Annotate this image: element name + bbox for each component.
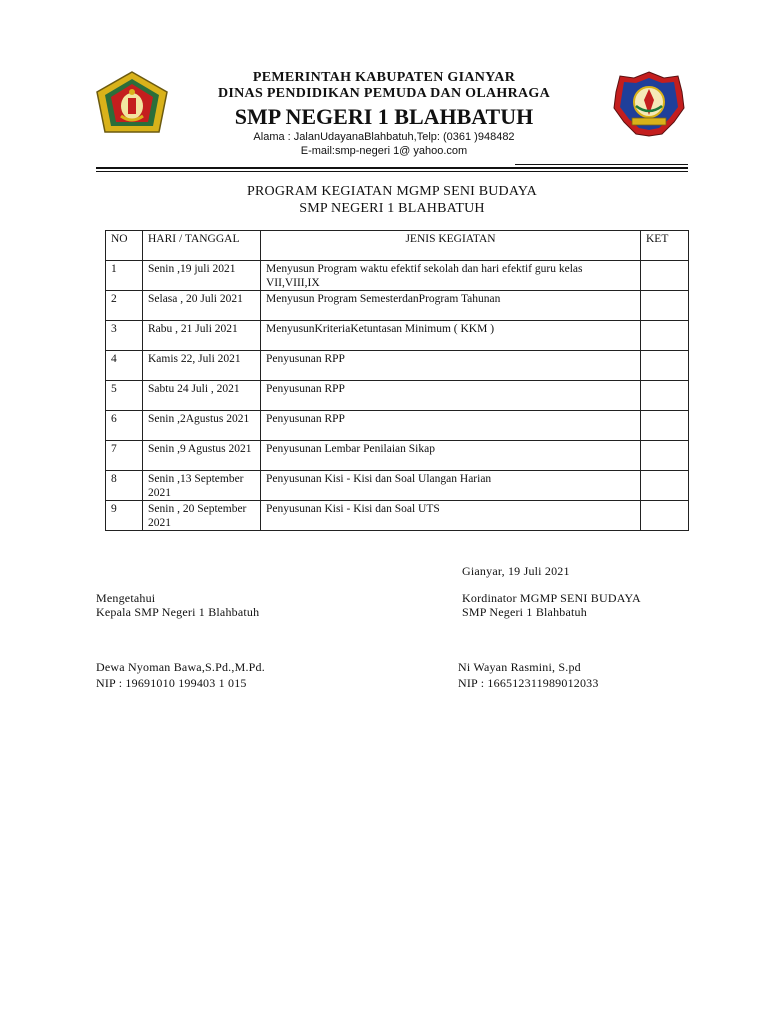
cell-note [641, 381, 689, 411]
cell-date: Senin ,9 Agustus 2021 [143, 441, 261, 471]
table-row [106, 351, 689, 381]
cell-date: Senin ,2Agustus 2021 [143, 411, 261, 441]
cell-note [641, 471, 689, 501]
letterhead-email: E-mail:smp-negeri 1@ yahoo.com [300, 145, 468, 157]
cell-no: 4 [106, 351, 143, 381]
table-row [106, 441, 689, 471]
cell-note [641, 441, 689, 471]
table-row [106, 261, 689, 291]
cell-activity: Penyusunan Kisi - Kisi dan Soal Ulangan Harian [261, 471, 641, 501]
table-header-row [106, 231, 689, 261]
place-date: Gianyar, 19 Juli 2021 [462, 564, 570, 578]
letterhead-school-name: SMP NEGERI 1 BLAHBATUH [234, 104, 534, 129]
document-title [96, 183, 688, 217]
cell-activity: Penyusunan RPP [261, 381, 641, 411]
header-note: KET [641, 231, 689, 261]
cell-no: 2 [106, 291, 143, 321]
document-title-line2: SMP NEGERI 1 BLAHBATUH [299, 201, 485, 216]
activity-table [105, 230, 689, 531]
letterhead-rule-thick [96, 167, 688, 169]
cell-date: Rabu , 21 Juli 2021 [143, 321, 261, 351]
cell-date: Senin , 20 September 2021 [143, 501, 261, 531]
table-row [106, 471, 689, 501]
table-body [106, 261, 689, 531]
header-date: HARI / TANGGAL [143, 231, 261, 261]
left-signer-nip: NIP : 19691010 199403 1 015 [96, 676, 247, 690]
cell-date: Selasa , 20 Juli 2021 [143, 291, 261, 321]
letterhead-address: Alama : JalanUdayanaBlahbatuh,Telp: (0361 )948482 [253, 131, 515, 143]
letterhead-rule-thin [96, 171, 688, 172]
cell-note [641, 351, 689, 381]
cell-note [641, 501, 689, 531]
cell-activity: Menyusun Program SemesterdanProgram Tahunan [261, 291, 641, 321]
header-activity: JENIS KEGIATAN [261, 231, 641, 261]
right-signer-line1: Kordinator MGMP SENI BUDAYA [462, 591, 641, 605]
right-signer-title: SMP Negeri 1 Blahbatuh [462, 605, 587, 619]
gianyar-regency-emblem-icon [95, 70, 169, 138]
cell-date: Senin ,19 juli 2021 [143, 261, 261, 291]
left-signer-title: Kepala SMP Negeri 1 Blahbatuh [96, 605, 260, 619]
cell-note [641, 321, 689, 351]
letterhead [160, 70, 608, 158]
table-row [106, 501, 689, 531]
document-title-line1: PROGRAM KEGIATAN MGMP SENI BUDAYA [247, 184, 537, 199]
cell-no: 1 [106, 261, 143, 291]
cell-date: Sabtu 24 Juli , 2021 [143, 381, 261, 411]
cell-note [641, 261, 689, 291]
cell-no: 3 [106, 321, 143, 351]
cell-note [641, 411, 689, 441]
cell-activity: MenyusunKriteriaKetuntasan Minimum ( KKM ) [261, 321, 641, 351]
cell-no: 5 [106, 381, 143, 411]
cell-date: Kamis 22, Juli 2021 [143, 351, 261, 381]
cell-activity: Menyusun Program waktu efektif sekolah dan hari efektif guru kelas VII,VIII,IX [261, 261, 641, 291]
education-office-emblem-icon [612, 70, 686, 138]
cell-no: 8 [106, 471, 143, 501]
table-row [106, 381, 689, 411]
cell-note [641, 291, 689, 321]
cell-activity: Penyusunan Kisi - Kisi dan Soal UTS [261, 501, 641, 531]
cell-activity: Penyusunan Lembar Penilaian Sikap [261, 441, 641, 471]
cell-activity: Penyusunan RPP [261, 351, 641, 381]
cell-activity: Penyusunan RPP [261, 411, 641, 441]
right-signer-nip: NIP : 166512311989012033 [458, 676, 599, 690]
letterhead-department: DINAS PENDIDIKAN PEMUDA DAN OLAHRAGA [217, 86, 551, 101]
left-signer-name: Dewa Nyoman Bawa,S.Pd.,M.Pd. [96, 660, 265, 674]
cell-no: 6 [106, 411, 143, 441]
cell-no: 9 [106, 501, 143, 531]
table-row [106, 291, 689, 321]
letterhead-government: PEMERINTAH KABUPATEN GIANYAR [252, 70, 516, 85]
cell-no: 7 [106, 441, 143, 471]
left-signer-line1: Mengetahui [96, 591, 156, 605]
cell-date: Senin ,13 September 2021 [143, 471, 261, 501]
table-row [106, 321, 689, 351]
header-no: NO [106, 231, 143, 261]
letterhead-rule-short [515, 164, 688, 165]
right-signer-name: Ni Wayan Rasmini, S.pd [458, 660, 581, 674]
table-row [106, 411, 689, 441]
